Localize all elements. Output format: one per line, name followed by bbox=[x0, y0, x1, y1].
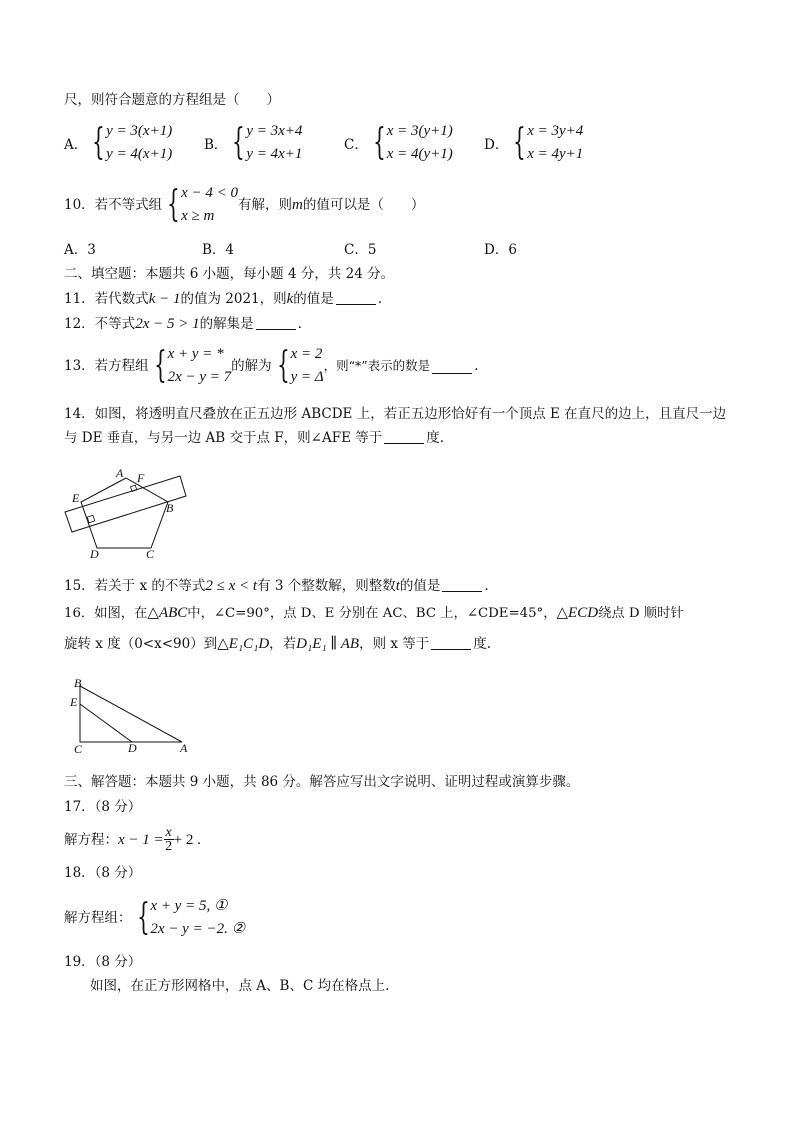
q11-a: 11．若代数式 bbox=[64, 291, 149, 307]
q15-expr: 2 ≤ x < t bbox=[205, 578, 258, 594]
brace-icon: { bbox=[372, 122, 386, 163]
right-angle-mark bbox=[87, 515, 95, 523]
q14-line2b: 度. bbox=[426, 430, 445, 446]
q9-option-d[interactable] bbox=[484, 120, 583, 166]
q9-option-d-eq1: x = 3y+4 bbox=[527, 123, 584, 139]
q17-denominator: 2 bbox=[165, 839, 173, 854]
q14-line1: 14．如图，将透明直尺叠放在正五边形 ABCDE 上，若正五边形恰好有一个顶点 E 在直尺的边上，且直尺一边 bbox=[64, 406, 727, 422]
q9-option-b-label: B． bbox=[204, 137, 228, 153]
brace-icon: { bbox=[276, 345, 290, 386]
label-d: D bbox=[90, 547, 99, 561]
q10-tail-a: 有解，则 bbox=[238, 197, 292, 213]
q9-option-b-eq2: y = 4x+1 bbox=[246, 146, 303, 162]
q16-line1c: 绕点 D 顺时针 bbox=[598, 606, 684, 621]
brace-icon: { bbox=[232, 122, 246, 163]
q13 bbox=[64, 343, 478, 389]
q9-option-a[interactable] bbox=[64, 120, 172, 166]
label-e: E bbox=[70, 695, 78, 709]
q10-eq2: x ≥ m bbox=[181, 208, 215, 224]
q16-answer-blank[interactable] bbox=[431, 635, 471, 650]
q15-c: 的值是 bbox=[399, 578, 441, 594]
q16-line2b: ，若 bbox=[269, 636, 297, 652]
q18-a: 解方程组： bbox=[64, 910, 132, 926]
q15-a: 15．若关于 x 的不等式 bbox=[64, 578, 206, 594]
q9-option-b-eq1: y = 3x+4 bbox=[246, 123, 303, 139]
q16-figure bbox=[64, 674, 204, 754]
triangle-abc bbox=[80, 686, 182, 742]
label-b: B bbox=[74, 676, 82, 690]
q11-end: . bbox=[377, 291, 383, 307]
q16-line2c: ，则 x 等于 bbox=[359, 636, 430, 652]
q9-option-a-label: A． bbox=[64, 137, 88, 153]
q10-eq1: x − 4 < 0 bbox=[181, 185, 238, 201]
q17-numerator: x bbox=[165, 825, 172, 840]
q10-var: m bbox=[292, 197, 303, 213]
q9-option-d-eq2: x = 4y+1 bbox=[527, 146, 584, 162]
q17-lhs: x − 1 = bbox=[118, 831, 164, 848]
q13-s1: x = 2 bbox=[290, 346, 323, 362]
q10-options bbox=[64, 240, 664, 260]
label-f: F bbox=[137, 471, 145, 485]
q16-line1a: 16．如图，在 bbox=[64, 606, 148, 621]
q10-num: 10．若不等式组 bbox=[64, 197, 163, 213]
q13-end: . bbox=[474, 358, 479, 374]
q19-body: 如图，在正方形网格中，点 A、B、C 均在格点上. bbox=[90, 978, 390, 994]
q15-answer-blank[interactable] bbox=[442, 577, 482, 592]
q15-b: 有 3 个整数解，则整数 bbox=[257, 578, 396, 594]
q16-tri3: △E₁C₁D bbox=[217, 636, 270, 652]
q9-option-c[interactable] bbox=[344, 120, 453, 166]
label-b: B bbox=[166, 501, 174, 515]
q12-expr: 2x − 5 > 1 bbox=[135, 316, 200, 332]
q13-eq2: 2x − y = 7 bbox=[167, 369, 232, 385]
q9-option-a-eq2: y = 4(x+1) bbox=[106, 146, 173, 162]
q13-b: 的解为 bbox=[231, 358, 272, 374]
q9-stem: 尺，则符合题意的方程组是（ ） bbox=[64, 92, 280, 108]
q11-b: 的值为 2021，则 bbox=[180, 291, 287, 307]
q13-eq1: x + y = * bbox=[167, 346, 224, 362]
q10-option-a[interactable]: A．3 bbox=[64, 242, 96, 258]
q10-option-d[interactable]: D．6 bbox=[484, 242, 517, 258]
section-3-heading: 三、解答题：本题共 9 小题，共 86 分。解答应写出文字说明、证明过程或演算步骤。 bbox=[64, 774, 580, 790]
q17-rhs: + 2 . bbox=[173, 831, 201, 848]
q16-tri2: △ECD bbox=[556, 605, 599, 621]
label-a: A bbox=[116, 466, 124, 480]
q15-var: t bbox=[395, 578, 400, 594]
pentagon-abcde bbox=[81, 478, 168, 548]
q9-option-b[interactable] bbox=[204, 120, 302, 166]
brace-icon: { bbox=[136, 897, 150, 938]
q16-line2d: 度. bbox=[473, 636, 492, 652]
q13-answer-blank[interactable] bbox=[432, 359, 472, 374]
q13-s2: y = Δ bbox=[290, 369, 324, 385]
section-2-heading: 二、填空题：本题共 6 小题，每小题 4 分，共 24 分。 bbox=[64, 266, 395, 282]
q16-parallel: D₁E₁ ∥ AB bbox=[296, 636, 360, 652]
q17-equation bbox=[64, 826, 201, 853]
q18-heading: 18．（8 分） bbox=[64, 865, 142, 881]
label-e: E bbox=[72, 491, 80, 505]
label-d: D bbox=[128, 741, 137, 754]
q11-c: 的值是 bbox=[293, 291, 334, 307]
q12-end: . bbox=[297, 316, 302, 332]
q17-heading: 17．（8 分） bbox=[64, 799, 142, 815]
q16-line1b: 中，∠C=90°，点 D、E 分别在 AC、BC 上，∠CDE=45°， bbox=[187, 606, 557, 621]
q11-expr: k − 1 bbox=[148, 291, 181, 307]
q11-answer-blank[interactable] bbox=[336, 290, 376, 305]
q9-options bbox=[64, 120, 704, 170]
q12-b: 的解集是 bbox=[199, 316, 254, 332]
q17-fraction bbox=[164, 826, 174, 853]
brace-icon: { bbox=[92, 122, 106, 163]
label-c: C bbox=[146, 547, 155, 561]
q9-option-c-eq2: x = 4(y+1) bbox=[386, 146, 453, 162]
q14-line2a: 与 DE 垂直，与另一边 AB 交于点 F，则∠AFE 等于 bbox=[64, 430, 383, 446]
q14-answer-blank[interactable] bbox=[384, 429, 424, 444]
q16-line1 bbox=[64, 603, 684, 624]
q15 bbox=[64, 576, 489, 596]
q10-option-c[interactable]: C．5 bbox=[344, 242, 377, 258]
q13-c: ，则“*”表示的数是 bbox=[323, 358, 431, 373]
q18-eq2: 2x − y = −2. ② bbox=[150, 921, 246, 937]
q14-figure bbox=[60, 462, 200, 562]
q12-answer-blank[interactable] bbox=[256, 315, 296, 330]
q9-option-c-label: C． bbox=[344, 137, 368, 153]
q11 bbox=[64, 289, 382, 309]
q13-a: 13．若方程组 bbox=[64, 358, 149, 374]
q9-option-c-eq1: x = 3(y+1) bbox=[386, 123, 453, 139]
q12 bbox=[64, 314, 302, 334]
q9-option-a-eq1: y = 3(x+1) bbox=[106, 123, 173, 139]
q15-end: . bbox=[484, 578, 489, 594]
q10-option-b[interactable]: B．4 bbox=[202, 242, 235, 258]
q14-line2 bbox=[64, 428, 444, 448]
q18-eq1: x + y = 5, ① bbox=[150, 898, 228, 914]
q19-heading: 19．（8 分） bbox=[64, 954, 142, 970]
q16-line2a: 旋转 x 度（0<x<90）到 bbox=[64, 636, 218, 652]
q10-tail-b: 的值可以是（ ） bbox=[302, 197, 425, 213]
brace-icon: { bbox=[167, 184, 180, 225]
q11-var: k bbox=[286, 291, 294, 307]
q18-system bbox=[64, 895, 245, 941]
q16-line2 bbox=[64, 634, 491, 654]
brace-icon: { bbox=[513, 122, 527, 163]
q10-stem bbox=[64, 182, 424, 228]
q17-a: 解方程： bbox=[64, 831, 118, 848]
label-c: C bbox=[74, 742, 83, 754]
label-a: A bbox=[180, 741, 188, 754]
brace-icon: { bbox=[153, 345, 167, 386]
q16-tri1: △ABC bbox=[147, 605, 188, 621]
q12-a: 12．不等式 bbox=[64, 316, 136, 332]
q9-option-d-label: D． bbox=[484, 137, 509, 153]
